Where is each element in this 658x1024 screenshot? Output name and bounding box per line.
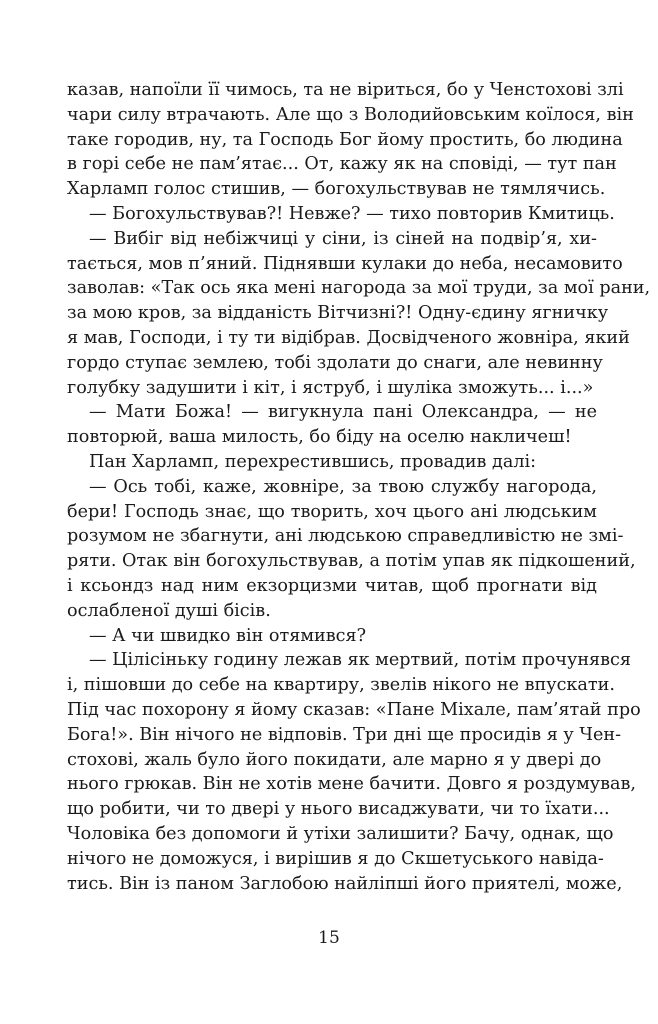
text-line: повторюй, ваша милость, бо біду на оселю накличеш! bbox=[67, 427, 572, 448]
text-line: за мою кров, за відданість Вітчизні?! Одну-єдину ягничку bbox=[67, 303, 609, 324]
text-line: тається, мов п’яний. Піднявши кулаки до неба, несамовито bbox=[67, 253, 623, 274]
text-line: і, пішовши до себе на квартиру, звелів нікого не впускати. bbox=[67, 675, 615, 696]
text-line: нього грюкав. Він не хотів мене бачити. Довго я роздумував, bbox=[67, 774, 637, 795]
text-line: бери! Господь знає, що творить, хоч цього ані людським bbox=[67, 501, 597, 522]
text-line: ослабленої душі бісів. bbox=[67, 600, 271, 621]
text-line: я мав, Господи, і ту ти відібрав. Досвідченого жовніра, який bbox=[67, 327, 630, 348]
text-line: Під час похорону я йому сказав: «Пане Міхале, пам’ятай про bbox=[67, 699, 641, 720]
text-line: тись. Він із паном Заглобою найліпші його приятелі, може, bbox=[67, 873, 623, 894]
text-line: таке городив, ну, та Господь Бог йому простить, бо людина bbox=[67, 129, 623, 150]
text-line: ряти. Отак він богохульствував, а потім упав як підкошений, bbox=[67, 551, 636, 572]
text-line: — А чи швидко він отямився? bbox=[89, 625, 367, 646]
text-line: — Цілісіньку годину лежав як мертвий, потім прочунявся bbox=[89, 650, 632, 671]
page-number: 15 bbox=[318, 928, 340, 948]
text-line: чари силу втрачають. Але що з Володийовським коїлося, він bbox=[67, 104, 634, 125]
text-line: заволав: «Так ось яка мені нагорода за мої труди, за мої рани, bbox=[67, 278, 651, 299]
text-line: Чоловіка без допомоги й утіхи залишити? Бачу, однак, що bbox=[67, 823, 614, 844]
text-line: — Ось тобі, каже, жовніре, за твою службу нагорода, bbox=[89, 476, 597, 497]
body-text bbox=[67, 78, 651, 896]
text-line: Бога!». Він нічого не відповів. Три дні ще просидів я у Чен- bbox=[67, 724, 622, 745]
text-line: — Мати Божа! — вигукнула пані Олександра, — не bbox=[89, 402, 597, 423]
text-line: Пан Харламп, перехрестившись, провадив далі: bbox=[89, 451, 537, 472]
text-line: казав, напоїли її чимось, та не віриться, бо у Ченстохові злі bbox=[67, 80, 624, 100]
text-line: Харламп голос стишив, — богохульствував не тямлячись. bbox=[67, 179, 606, 200]
text-line: — Богохульствував?! Невже? — тихо повторив Кмитиць. bbox=[89, 203, 615, 224]
text-line: і ксьондз над ним екзорцизми читав, щоб прогнати від bbox=[67, 575, 597, 596]
text-line: стохові, жаль було його покидати, але марно я у двері до bbox=[67, 749, 602, 770]
text-line: розумом не збагнути, ані людською справедливістю не змі- bbox=[67, 526, 624, 547]
text-line: нічого не доможуся, і вирішив я до Скшетуського навіда- bbox=[67, 848, 604, 869]
text-line: голубку задушити і кіт, і яструб, і шуліка зможуть... і...» bbox=[67, 377, 594, 398]
text-line: гордо ступає землею, тобі здолати до снаги, але невинну bbox=[67, 352, 603, 373]
text-line: в горі себе не пам’ятає... От, кажу як на сповіді, — тут пан bbox=[67, 154, 617, 175]
text-line: що робити, чи то двері у нього висаджувати, чи то їхати... bbox=[67, 799, 610, 820]
text-line: — Вибіг від небіжчиці у сіни, із сіней на подвір’я, хи- bbox=[89, 228, 597, 249]
